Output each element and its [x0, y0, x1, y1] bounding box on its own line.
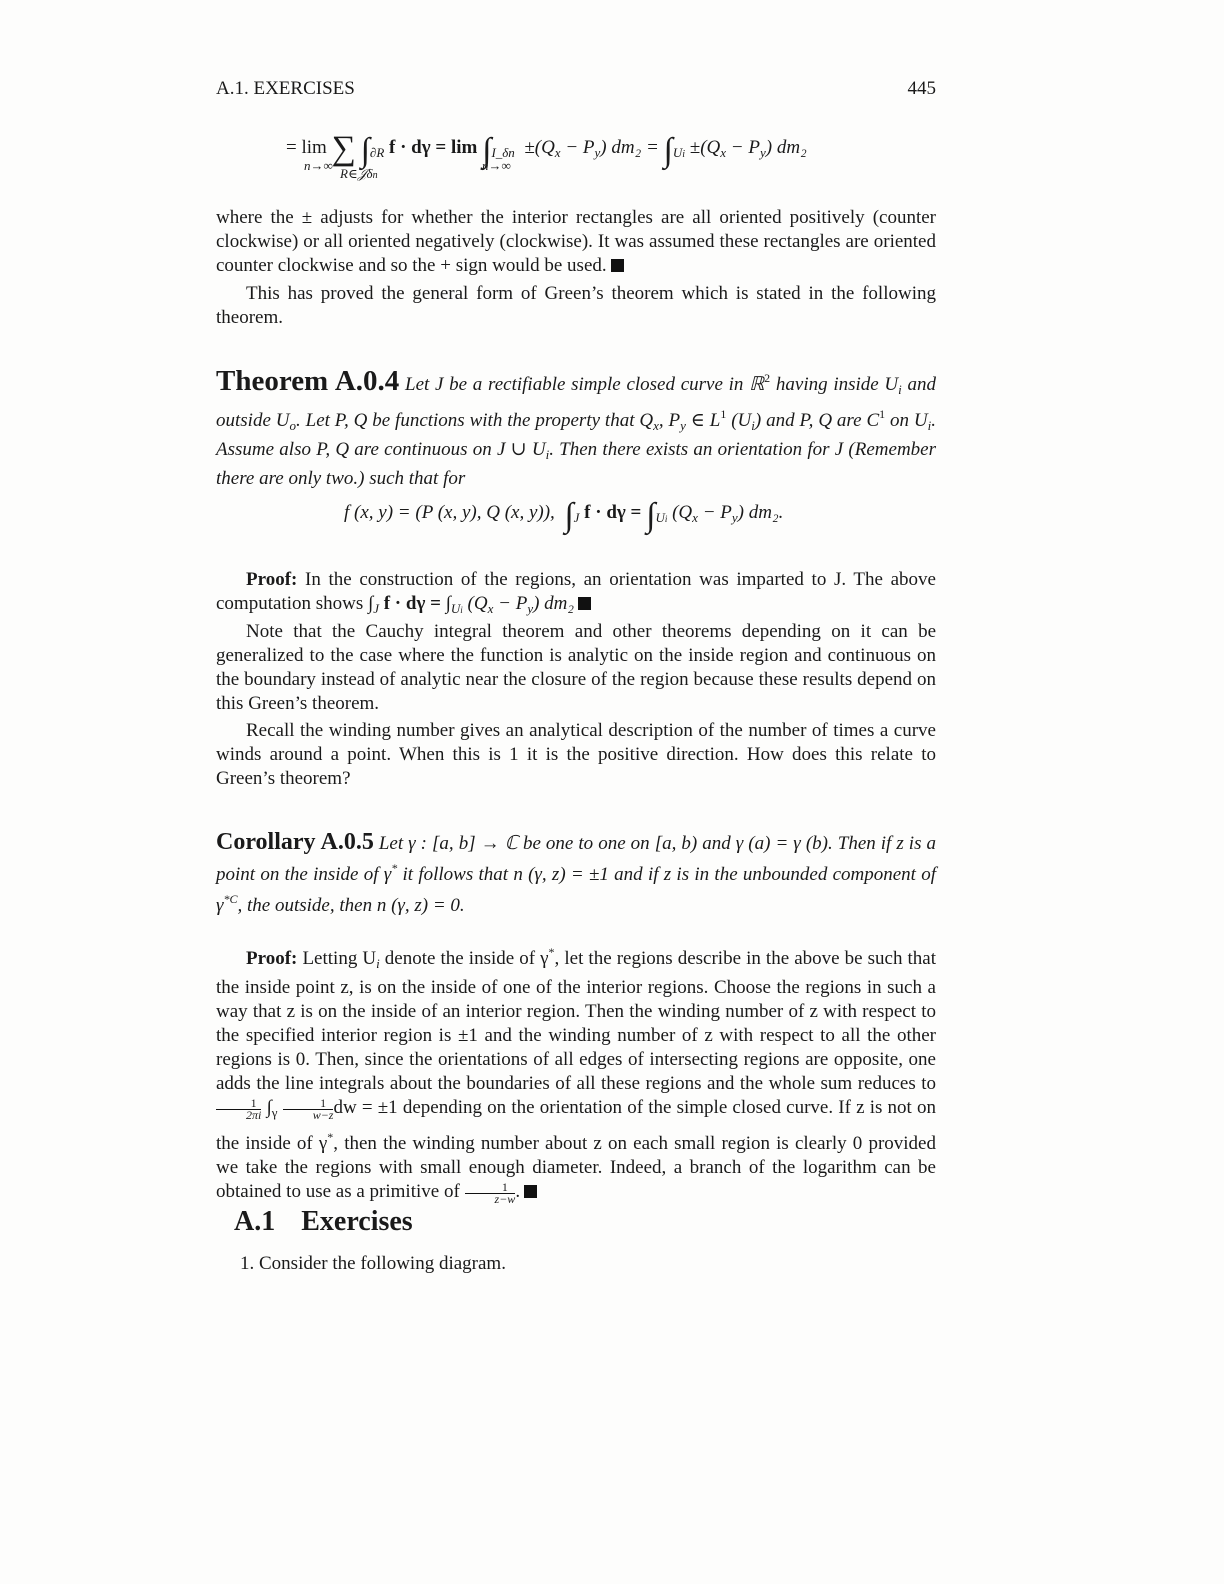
display-equation-limit: = lim ∑ $\int_{\partial R}$ $f \cdot d\gamma = \lim \int_{I\_\delta n} \pm(Q_x - P_y) dm_2 = \int_{Ui} \pm(Q_x - P_y)$ dm₂	[286, 130, 807, 169]
paragraph-cauchy: Note that the Cauchy integral theorem and other theorems depending on it can be generalized to the case where the function is analytic on the inside region and continuous on the boundary instead of analytic near the closure of the region because these results depend on this Green’s theorem.	[216, 621, 936, 714]
fraction-1-over-2pi-i: $\frac{1}{2\pi i}$	[216, 1098, 261, 1121]
paragraph-winding: Recall the winding number gives an analytical description of the number of times a curve winds around a point. When this is 1 it is the positive direction. How does this relate to Green’s theorem?	[216, 720, 936, 789]
qed-square-icon	[611, 259, 624, 272]
limit-subscript-1: n→∞	[304, 158, 333, 173]
display-equation-greens: f (x, y) = (P (x, y), Q (x, y)), $\int_J$ $f \cdot d\gamma = \int_{Ui}$ $(Q_x - P_y)$ dm₂.	[344, 497, 784, 534]
section-heading	[234, 1206, 413, 1238]
theorem-title: Theorem A.0.4	[216, 365, 400, 397]
proof-corollary: Proof: Letting $U_i$ denote the inside of γ*, let the regions describe in the above be such that the inside point z, is on the inside of one of the interior regions. Choose the regions in such a way that z is on the inside of an interior region. Then the winding number of z with respect to the specified interior region is ±1 and the winding number of z with respect to all the other regions is 0. Then, since the orientations of all edges of intersecting regions are opposite, one adds the line integrals about the boundaries of all these regions and the whole sum reduces to $\frac{1}{2\pi i}$ $\int_\gamma$ $\frac{1}{w-z}$ dw = ±1 depending on the orientation of the simple closed curve. If z is not on the inside of γ*, then the winding number about z on each small region is clearly 0 provided we take the regions with small enough diameter. Indeed, a branch of the logarithm can be obtained to use as a primitive of $\frac{1}{z-w}$ .	[216, 945, 937, 1206]
sum-subscript: R∈𝒥δn	[340, 166, 378, 181]
qed-square-icon	[524, 1185, 537, 1198]
running-title: A.1. EXERCISES	[216, 78, 355, 99]
qed-square-icon	[578, 597, 591, 610]
section-number: A.1	[234, 1206, 276, 1237]
paragraph-proved: This has proved the general form of Green’s theorem which is stated in the following theorem.	[216, 283, 936, 328]
fraction-1-over-w-minus-z: $\frac{1}{w-z}$	[283, 1098, 334, 1121]
page-header	[216, 78, 936, 100]
page-number: 445	[907, 78, 936, 99]
paragraph-orientation: where the ± adjusts for whether the interior rectangles are all oriented positively (counter clockwise) or all oriented negatively (clockwise). It was assumed these rectangles are oriented counter clockwise and so the + sign would be used.	[216, 207, 936, 276]
limit-subscript-2: n→∞	[482, 158, 511, 173]
theorem-A04: Theorem A.0.4 Let J be a rectifiable simple closed curve in ℝ$^2$ having inside $U_i$ and outside $U_o$. Let P, Q be functions with the property that $Q_x$, $P_y$ ∈ $L^1$ $(U_i)$ and P, Q are $C^1$ on $U_i$. Assume also P, Q are continuous on J ∪ $U_i$. Then there exists an orientation for J (Remember there are only two.) such that for	[216, 365, 937, 489]
section-title: Exercises	[301, 1206, 413, 1237]
fraction-1-over-z-minus-w: $\frac{1}{z-w}$	[465, 1182, 516, 1205]
corollary-A05: Corollary A.0.5 Let γ : [a, b] → ℂ be one to one on [a, b) and γ (a) = γ (b). Then if z is a point on the inside of γ* it follows that n (γ, z) = ±1 and if z is in the unbounded component of $\gamma^{*C}$, the outside, then n (γ, z) = 0.	[216, 829, 936, 916]
corollary-title: Corollary A.0.5	[216, 829, 374, 855]
proof-greens: Proof: In the construction of the regions, an orientation was imparted to J. The above computation shows $\int_J$ $f \cdot d\gamma = \int_{Ui}$ $(Q_x - P_y)$ dm₂	[216, 569, 936, 616]
exercise-item-1: 1. Consider the following diagram.	[240, 1253, 506, 1274]
